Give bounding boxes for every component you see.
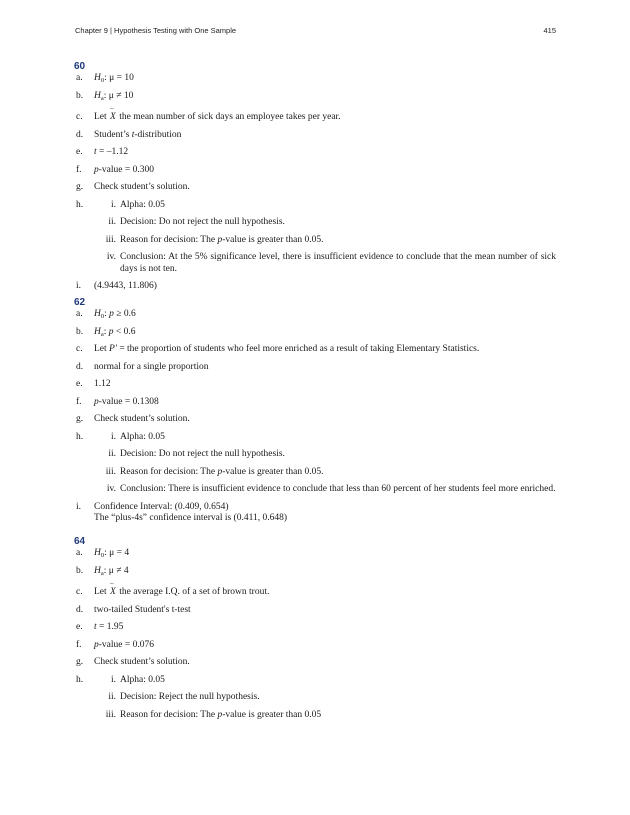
x-bar-symbol: – X <box>109 587 117 599</box>
answer-h-iv: iv. Conclusion: There is insufficient evidence to conclude that less than 60 percent of her students feel more enriched. <box>106 484 556 494</box>
answer-a: a. $H_0$: μ = 4 <box>76 548 130 559</box>
problem-60 <box>74 60 556 293</box>
answer-e: e. t = 1.95 <box>76 622 124 632</box>
answer-f: f. p-value = 0.076 <box>76 639 154 650</box>
answer-c: c. Let P′ = the proportion of students who feel more enriched as a result of taking Elementary Statistics. <box>76 344 480 354</box>
page-number: 415 <box>543 26 556 35</box>
answer-h-iii: iii. Reason for decision: The p-value is greater than 0.05. <box>105 234 324 245</box>
answer-h-iii: iii. Reason for decision: The p-value is greater than 0.05 <box>105 709 322 720</box>
answer-c: c. Let – X the average I.Q. of a set of brown trout. <box>74 587 556 599</box>
problem-number: 60 <box>74 61 86 72</box>
answer-i: i. (4.9443, 11.806) <box>76 281 157 291</box>
answer-h-ii: ii. Decision: Reject the null hypothesis. <box>108 692 260 702</box>
problem-62 <box>74 296 556 525</box>
answer-b: b. $H_a$: μ ≠ 4 <box>76 565 129 577</box>
page-header <box>75 26 556 38</box>
answer-d: d. two-tailed Student's t-test <box>76 604 191 615</box>
problem-number: 62 <box>74 297 86 308</box>
answer-e: e. t = –1.12 <box>76 147 129 157</box>
answer-h-i: h. i. Alpha: 0.05 <box>76 674 165 685</box>
answer-a: a. $H_0$: p ≥ 0.6 <box>76 309 136 320</box>
answer-b: b. $H_a$: μ ≠ 10 <box>76 90 134 102</box>
chapter-title: Chapter 9 | Hypothesis Testing with One Sample <box>75 26 237 35</box>
answer-g: g. Check student’s solution. <box>76 182 190 192</box>
answer-b: b. $H_a$: p < 0.6 <box>76 326 136 338</box>
answer-e: e. 1.12 <box>76 379 111 389</box>
answer-h-i: h. i. Alpha: 0.05 <box>76 431 165 442</box>
answer-f: f. p-value = 0.300 <box>76 164 154 175</box>
answer-g: g. Check student’s solution. <box>76 414 190 424</box>
answer-g: g. Check student’s solution. <box>76 657 190 667</box>
answer-a: a. $H_0$: μ = 10 <box>76 73 134 84</box>
answer-d: d. Student’s t-distribution <box>76 129 182 140</box>
answer-c: c. Let – X the mean number of sick days an employee takes per year. <box>74 112 556 124</box>
answer-h-ii: ii. Decision: Do not reject the null hypothesis. <box>108 449 285 459</box>
answer-i: i. Confidence Interval: (0.409, 0.654) The “plus-4s” confidence interval is (0.411, 0.648) <box>76 501 288 523</box>
x-bar-symbol: – X <box>109 112 117 124</box>
problem-number: 64 <box>74 536 86 547</box>
answer-d: d. normal for a single proportion <box>76 361 209 372</box>
answer-h-ii: ii. Decision: Do not reject the null hypothesis. <box>108 217 285 227</box>
answer-f: f. p-value = 0.1308 <box>76 396 159 407</box>
problem-64 <box>74 535 556 721</box>
answer-h-i: h. i. Alpha: 0.05 <box>76 199 165 210</box>
answer-h-iv: iv. Conclusion: At the 5% significance level, there is insufficient evidence to conclude that the mean number of sick days is not ten. <box>106 252 556 274</box>
answer-h-iii: iii. Reason for decision: The p-value is greater than 0.05. <box>105 466 324 477</box>
